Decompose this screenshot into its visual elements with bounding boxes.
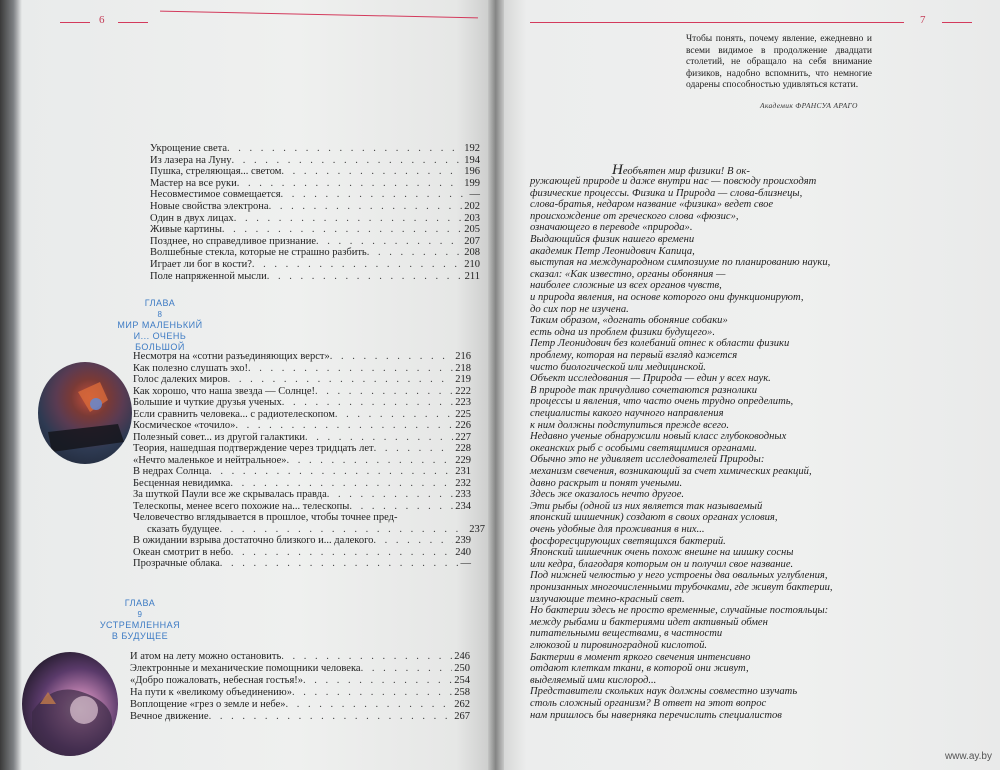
body-line: проблему, которая на первый взгляд кажется (530, 350, 738, 361)
toc-entry-title: Океан смотрит в небо (133, 546, 231, 558)
toc-entry (150, 259, 480, 271)
body-line: Эти рыбы (одной из них является так называемый (530, 500, 763, 512)
toc-leader-dots (330, 351, 454, 362)
body-line: наиболее сложные из всех органов чувств, (530, 280, 722, 292)
body-line: Здесь же оказалось нечто другое. (530, 489, 685, 501)
toc-leader-dots (373, 535, 453, 546)
toc-entry (130, 699, 470, 711)
toc-entry-title: «Добро пожаловать, небесная гостья!» (130, 675, 304, 686)
toc-entry (150, 201, 480, 213)
body-line: к ним должны подступиться прежде всего. (530, 419, 729, 431)
toc-entry-page: 246 (454, 651, 470, 662)
toc-entry-page: 250 (454, 663, 470, 674)
toc-entry-page: 228 (455, 443, 471, 454)
toc-entry-page: 207 (464, 235, 480, 247)
toc-entry-title: Играет ли бог в кости? (150, 259, 252, 270)
toc-leader-dots (367, 247, 463, 258)
toc-entry (133, 409, 471, 421)
toc-entry-title: Бесценная невидимка (133, 477, 231, 489)
toc-entry-title: Волшебные стекла, которые не страшно разбить (150, 247, 367, 259)
toc-leader-dots (282, 397, 454, 408)
toc-entry-title: Несмотря на «сотни разъединяющих верст» (133, 351, 330, 362)
body-line: Выдающийся физик нашего времени (530, 234, 695, 245)
toc-leader-dots (316, 236, 462, 247)
toc-entry-page: 222 (455, 385, 471, 397)
body-line: означающего в переводе «природа». (530, 222, 693, 234)
toc-entry (130, 675, 470, 687)
toc-entry-title: Один в двух лицах (150, 212, 234, 224)
toc-entry (133, 547, 471, 559)
toc-leader-dots (209, 466, 453, 477)
toc-leader-dots (219, 524, 467, 535)
body-line: фосфоресцирующих светящихся бактерий. (530, 535, 726, 547)
toc-entry-page: 203 (464, 212, 480, 224)
toc-entry-title: Полезный совет... из другой галактики (133, 431, 306, 443)
toc-leader-dots (228, 374, 454, 385)
page-number-left: 6 (99, 14, 105, 26)
body-line: выступая на международном симпозиуме по планированию науки, (530, 257, 831, 269)
chapter-number: 9 (137, 610, 143, 619)
toc-leader-dots (237, 178, 463, 189)
toc-entry-page: 267 (454, 711, 470, 722)
body-line: В природе так причудливо сочетаются разнолики (530, 384, 758, 396)
book-spine (488, 0, 504, 770)
toc-leader-dots (361, 663, 453, 674)
toc-entry-title: Как хорошо, что наша звезда — Солнце! (133, 385, 315, 397)
body-line: процессы и явления, что часто очень трудно определить, (530, 396, 794, 408)
toc-entry (150, 178, 480, 190)
body-line: происхождение от греческого слова «фюзис», (530, 210, 739, 222)
body-line: между рыбами и бактериями идет активный обмен (530, 616, 768, 628)
body-line: глюкозой и пировиноградной кислотой. (530, 640, 708, 651)
toc-entry-page: 227 (455, 431, 471, 443)
toc-leader-dots (220, 558, 459, 569)
body-line: есть одна из проблем физики будущего». (530, 326, 715, 338)
toc-leader-dots (327, 489, 454, 500)
chapter-title-line: И... ОЧЕНЬ (133, 331, 187, 341)
toc-entry (130, 687, 470, 699)
toc-entry-page: 202 (464, 201, 480, 212)
body-line: механизм свечения, возникающий за счет химических реакций, (530, 466, 812, 477)
body-line: выделяемый ими кислород... (530, 674, 657, 686)
toc-entry (133, 478, 471, 490)
toc-leader-dots (230, 478, 453, 489)
toc-entry (133, 374, 471, 386)
toc-entry-page: 219 (455, 374, 471, 385)
toc-entry-title: Большие и чуткие друзья ученых (133, 397, 282, 408)
toc-entry-title: Укрощение света (150, 143, 227, 154)
book-edge (0, 0, 22, 770)
chapter-title-line: БОЛЬШОЙ (135, 342, 185, 352)
toc-entry-page: 262 (454, 699, 470, 710)
toc-entry-title: Мастер на все руки (150, 177, 237, 189)
toc-entry-page: 233 (455, 489, 471, 500)
toc-entry-page: 211 (464, 270, 480, 282)
toc-entry (150, 143, 480, 155)
toc-entry-title: Прозрачные облака (133, 558, 220, 569)
body-line: и природа явления, на основе которого они функционируют, (530, 292, 804, 303)
toc-entry (133, 443, 471, 455)
toc-entry (150, 247, 480, 259)
toc-entry (130, 663, 470, 675)
toc-leader-dots (222, 224, 462, 235)
toc-entry (150, 189, 480, 201)
toc-entry (133, 558, 471, 570)
header-rule (942, 22, 972, 23)
toc-entry (130, 651, 470, 663)
body-line: отдают клеткам ткани, в которой они живут, (530, 663, 749, 675)
toc-entry-title: На пути к «великому объединению» (130, 687, 292, 698)
toc-leader-dots (209, 711, 453, 722)
body-line: Объект исследования — Природа — един у всех наук. (530, 373, 771, 385)
toc-leader-dots (286, 699, 453, 710)
toc-entry-page: 223 (455, 397, 471, 408)
toc-entry-title: сказать будущее (147, 523, 220, 535)
toc-entry-page: — (460, 558, 471, 569)
toc-entry (133, 524, 485, 536)
toc-entry-page: 229 (455, 454, 471, 466)
toc-leader-dots (281, 166, 462, 177)
toc-entry-page: 208 (464, 247, 480, 259)
toc-entry-title: В недрах Солнца (133, 466, 210, 477)
body-line: Но бактерии здесь не просто временные, случайные постояльцы: (530, 605, 829, 617)
chapter-8-illustration (38, 362, 132, 464)
body-line: Таким образом, «догнать обоняние собаки» (530, 315, 728, 327)
body-line: питательными веществами, в частности (530, 628, 723, 640)
toc-entry-multiline (133, 512, 471, 524)
body-line: пронизанных многочисленными трубочками, где живут бактерии, (530, 582, 833, 593)
toc-entry-title: Воплощение «грез о земле и небе» (130, 699, 286, 710)
body-line: Представители скольких наук должны совместно изучать (530, 686, 798, 698)
chapter-title-line: В БУДУЩЕЕ (111, 631, 169, 641)
epigraph: Чтобы понять, почему явление, ежедневно и всеми видимое в продолжение двадцати столетий, не обращало на себя внимание физиков, надобно вспомнить, что немногие одарены способностью удивляться кстати. (686, 34, 872, 91)
toc-entry (150, 271, 480, 283)
epigraph-author: Академик ФРАНСУА АРАГО (760, 101, 858, 110)
toc-entry (130, 711, 470, 723)
chapter-9-heading (90, 598, 190, 642)
toc-entry-title: В ожидании взрыва достаточно близкого и... далекого (133, 535, 374, 546)
toc-entry-page: 254 (454, 675, 470, 686)
body-first-line-text: еобъятен мир физики! В ок- (622, 166, 750, 177)
toc-leader-dots (269, 201, 463, 212)
toc-entry-title: Из лазера на Луну (150, 154, 232, 166)
toc-entry (133, 386, 471, 398)
header-rule (118, 22, 148, 23)
toc-entry (133, 535, 471, 547)
toc-entry-page: 237 (469, 523, 485, 535)
toc-entry-page: 218 (455, 362, 471, 374)
body-line: японский шишечник) создают в своих органах условия, (530, 512, 778, 524)
body-line: специалисты какого научного направления (530, 408, 724, 419)
body-line: слова-братья, недаром название «физика» ведет свое (530, 199, 774, 211)
body-line: Обычно это не удивляет исследователей Природы: (530, 454, 765, 466)
toc-leader-dots (292, 687, 452, 698)
body-line: академик Петр Леонидович Капица, (530, 245, 695, 257)
toc-entry-title: Позднее, но справедливое признание (150, 235, 316, 247)
header-rule-long (530, 22, 880, 23)
toc-entry-page: 194 (464, 154, 480, 166)
toc-leader-dots (252, 259, 462, 270)
toc-leader-dots (248, 363, 453, 374)
toc-leader-dots (315, 386, 453, 397)
toc-leader-dots (305, 432, 453, 443)
toc-entry-title: Человечество вглядывается в прошлое, чтобы точнее пред- (133, 512, 398, 523)
chapter-9-illustration (22, 652, 118, 756)
toc-leader-dots (287, 455, 454, 466)
toc-entry-page: 210 (464, 259, 480, 270)
toc-entry-page: 234 (455, 500, 471, 512)
toc-leader-dots (281, 651, 452, 662)
body-line: излучающие темно-красный свет. (530, 593, 685, 605)
chapter-label: ГЛАВА (124, 598, 156, 608)
toc-leader-dots (235, 420, 453, 431)
toc-leader-dots (303, 675, 452, 686)
body-line: Японский шишечник очень похож внешне на шишку сосны (530, 547, 794, 559)
toc-entry-page: 232 (455, 477, 471, 489)
toc-entry (133, 466, 471, 478)
toc-entry-title: Голос далеких миров (133, 374, 228, 385)
body-line: сказал: «Как известно, органы обоняния — (530, 268, 726, 280)
chapter-number: 8 (157, 310, 163, 319)
watermark: www.ay.by (944, 751, 992, 762)
toc-entry-page: 216 (455, 351, 471, 362)
body-line: очень удобные для проживания в них... (530, 524, 705, 535)
toc-entry-page: — (469, 189, 480, 201)
toc-leader-dots (231, 547, 453, 558)
toc-leader-dots (374, 443, 454, 454)
body-line: физические процессы. Физика и Природа — слова-близнецы, (530, 187, 803, 199)
toc-entry-title: Живые картины (150, 224, 222, 236)
header-rule (60, 22, 90, 23)
body-line: до сих пор не изучена. (530, 303, 629, 315)
toc-entry-title: Теория, нашедшая подтверждение через тридцать лет (133, 443, 374, 454)
body-line: Петр Леонидович без колебаний отнес к области физики (530, 338, 790, 350)
toc-entry-title: Телескопы, менее всего похожие на... телескопы (133, 500, 350, 512)
toc-entry-title: Пушка, стреляющая... светом (150, 166, 282, 178)
toc-leader-dots (281, 189, 468, 200)
chapter-title-line: УСТРЕМЛЕННАЯ (99, 620, 181, 630)
toc-entry-title: Как полезно слушать эхо! (133, 362, 248, 374)
header-rule (878, 22, 904, 23)
toc-entry-title: Новые свойства электрона (150, 201, 269, 212)
toc-leader-dots (267, 271, 463, 282)
toc-entry-title: Поле напряженной мысли (150, 270, 267, 282)
toc-entry-page: 196 (464, 166, 480, 178)
body-line: Недавно ученые обнаружили новый класс глубоководных (530, 431, 787, 443)
toc-entry (133, 489, 471, 501)
toc-entry-title: Электронные и механические помощники человека (130, 663, 361, 674)
toc-entry-page: 199 (464, 177, 480, 189)
body-line: или кедра, благодаря которым он и получил свое название. (530, 558, 794, 570)
toc-entry-title: Вечное движение (130, 711, 209, 722)
body-line: столь сложный организм? В ответ на этот вопрос (530, 698, 767, 709)
toc-entry-page: 225 (455, 408, 471, 420)
toc-entry-page: 192 (464, 143, 480, 154)
toc-entry (133, 397, 471, 409)
toc-entry (133, 363, 471, 375)
toc-entry-title: Несовместимое совмещается (150, 189, 281, 201)
chapter-title-line: МИР МАЛЕНЬКИЙ (117, 320, 203, 330)
toc-entry (133, 455, 471, 467)
toc-entry (150, 166, 480, 178)
header-rule-long (160, 11, 478, 19)
body-line: чисто биологической или медицинской. (530, 361, 706, 373)
toc-entry (133, 501, 471, 513)
body-line: ружающей природе и даже внутри нас — повсюду происходят (530, 176, 817, 187)
toc-entry (150, 224, 480, 236)
toc-entry (150, 213, 480, 225)
body-line: Бактерии в момент яркого свечения интенсивно (530, 651, 751, 663)
toc-entry (133, 351, 471, 363)
chapter-8-heading (110, 298, 210, 353)
body-line: Под нижней челюстью у него устроены два овальных углубления, (530, 570, 828, 582)
toc-entry-title: Космическое «точило» (133, 420, 236, 431)
toc-entry-title: «Нечто маленькое и нейтральное» (133, 454, 287, 466)
toc-leader-dots (227, 143, 462, 154)
toc-leader-dots (349, 501, 453, 512)
toc-entry-page: 258 (454, 687, 470, 698)
chapter-label: ГЛАВА (144, 298, 176, 308)
toc-entry-title: За шуткой Паули все же скрывалась правда (133, 489, 327, 500)
toc-leader-dots (231, 155, 462, 166)
toc-leader-dots (234, 213, 463, 224)
toc-entry (150, 155, 480, 167)
toc-entry-page: 226 (455, 420, 471, 431)
body-line: океанских рыб с особыми светящимися органами. (530, 442, 757, 454)
toc-entry (133, 420, 471, 432)
drop-cap: Н (612, 162, 623, 178)
toc-entry-page: 240 (455, 546, 471, 558)
toc-entry-page: 231 (455, 466, 471, 477)
toc-entry-title: И атом на лету можно остановить (130, 651, 282, 662)
toc-entry (150, 236, 480, 248)
toc-entry-page: 239 (455, 535, 471, 546)
left-page (0, 0, 496, 770)
toc-leader-dots (335, 409, 453, 420)
toc-entry-page: 205 (464, 224, 480, 236)
page-number-right: 7 (920, 14, 926, 26)
body-line: нам пришлось бы наверняка перечислить специалистов (530, 709, 782, 721)
toc-entry (133, 432, 471, 444)
toc-entry-title: Если сравнить человека... с радиотелескопом (133, 408, 335, 420)
body-line: давно раскрыт и понят учеными. (530, 477, 683, 489)
